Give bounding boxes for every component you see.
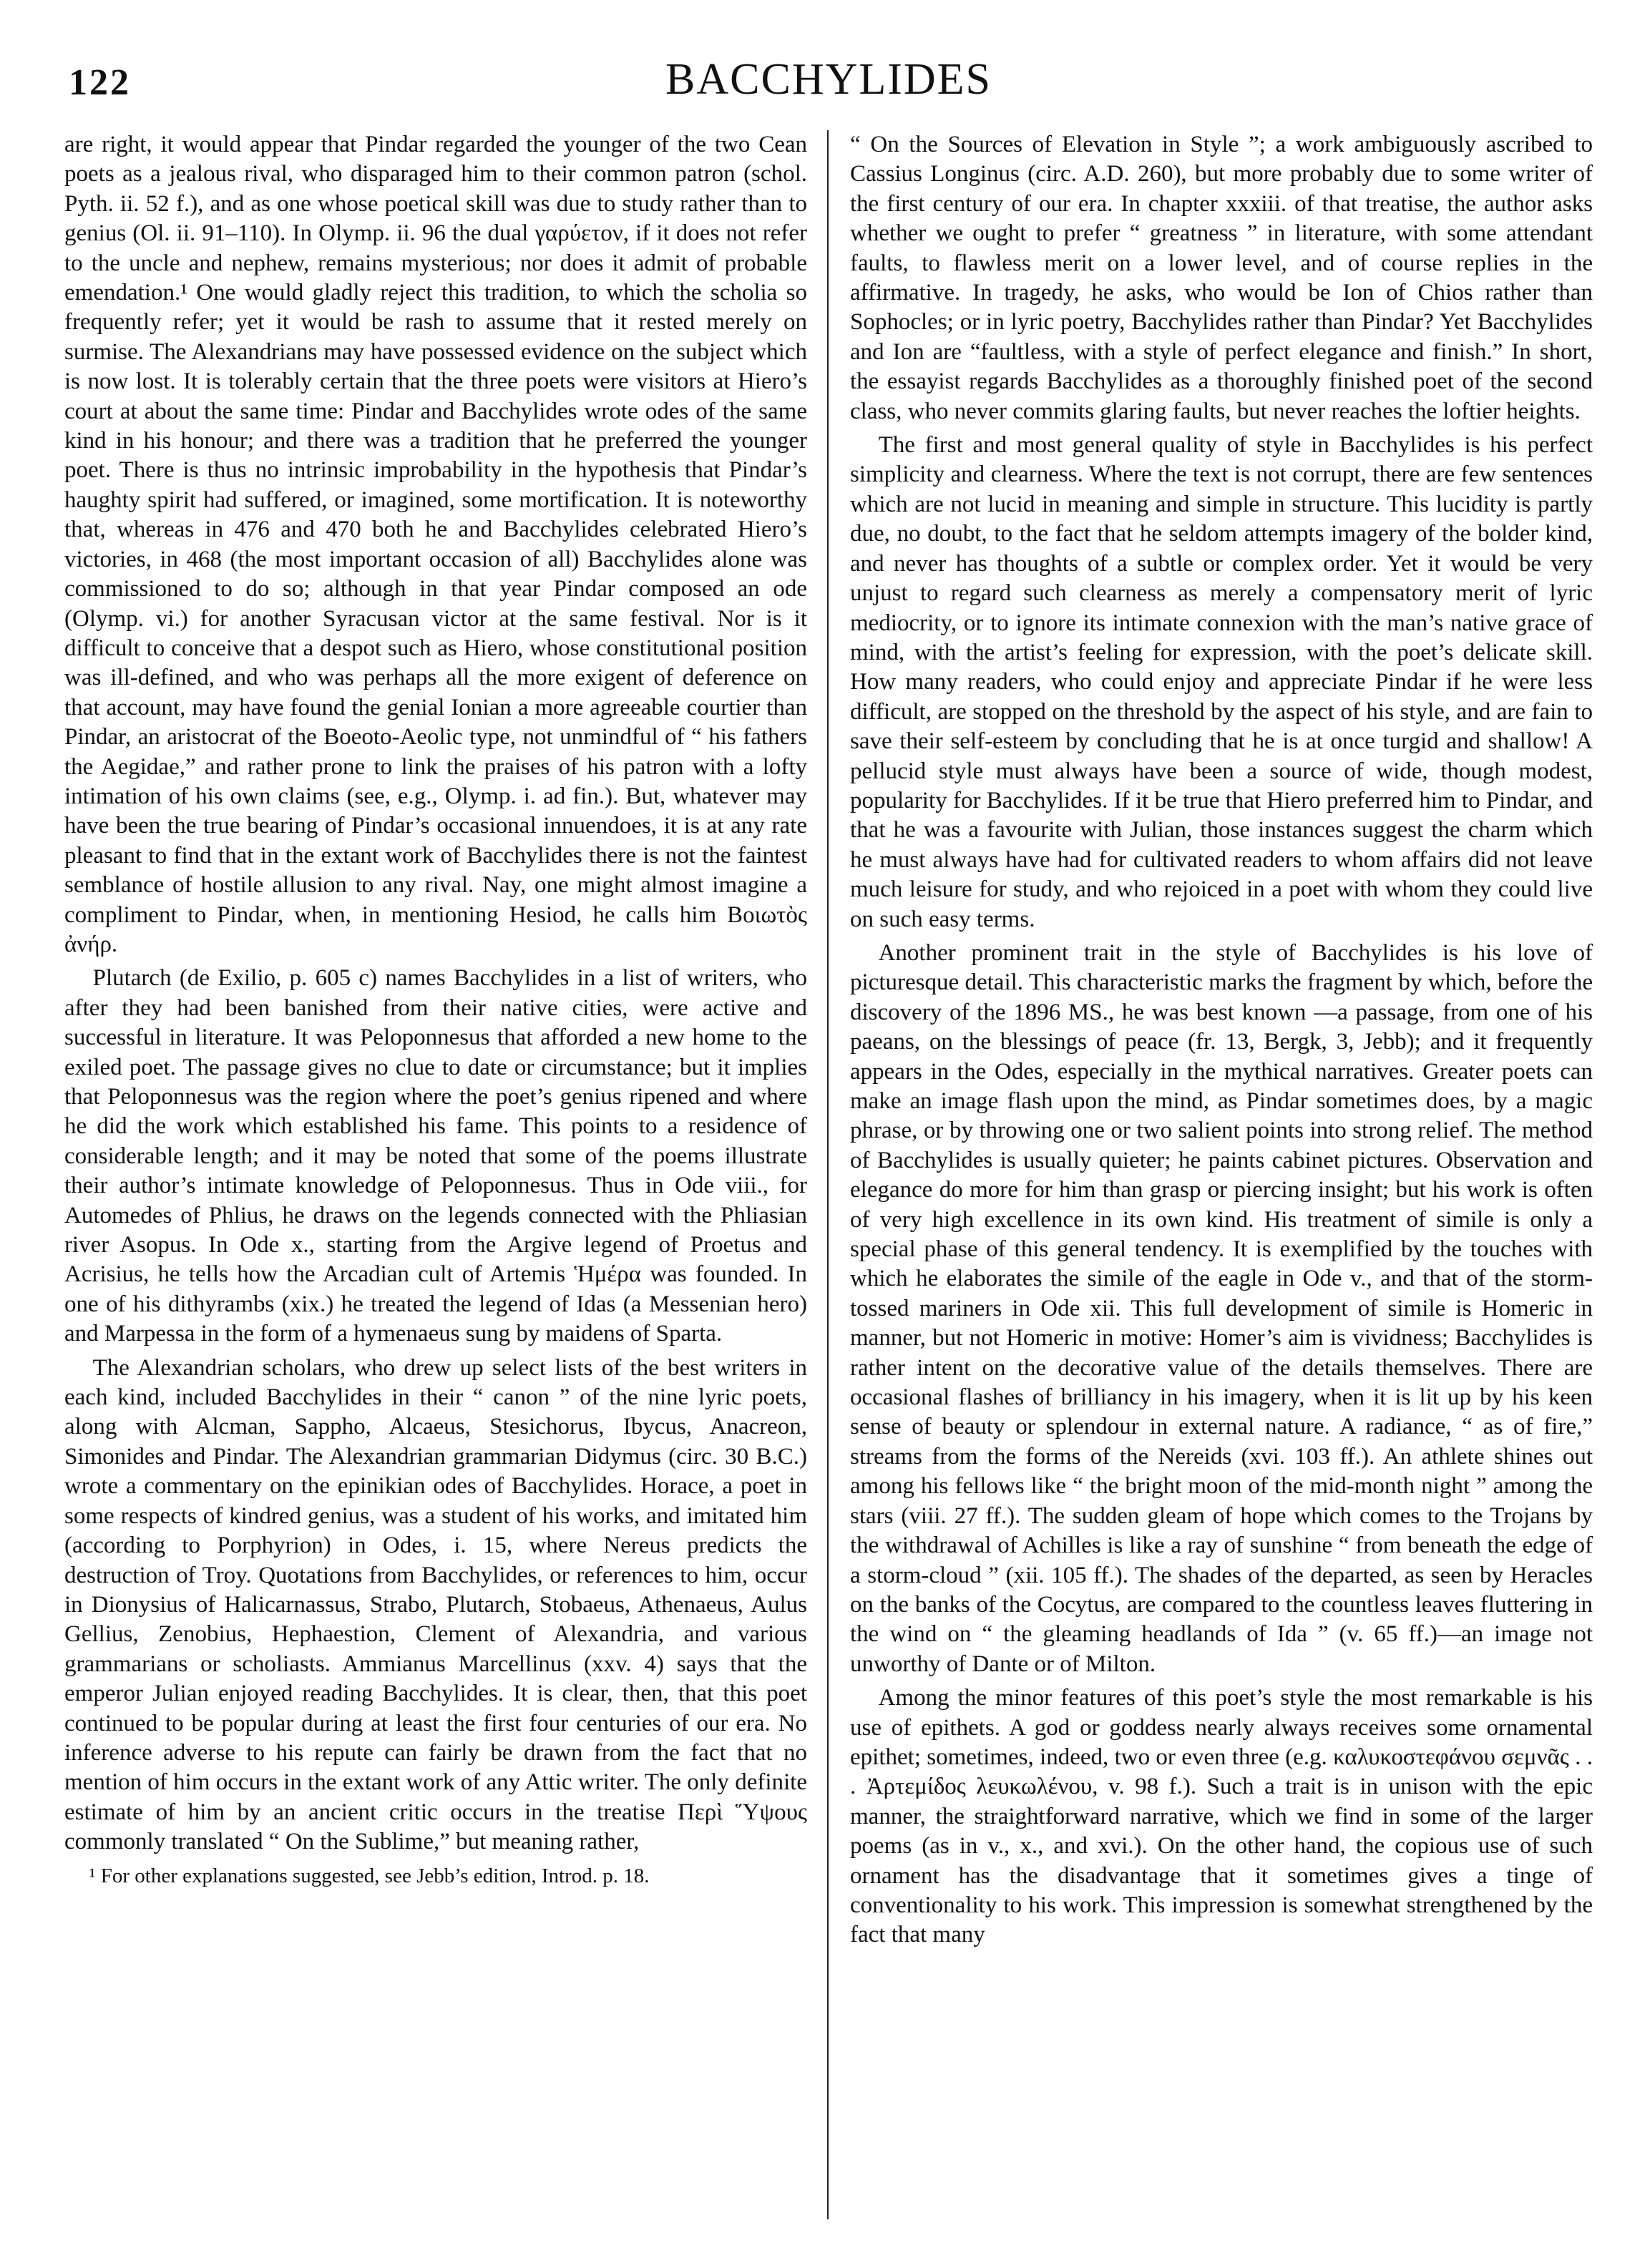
paragraph: are right, it would appear that Pindar regarded the younger of the two Cean poets as a jealous rival, who disparaged him to their common patron (schol. Pyth. ii. 52 f.), and as one whose poetical skill was due to study rather than to genius (Ol. ii. 91–110). In Olymp. ii. 96 the dual γαρύετον, if it does not refer to the uncle and nephew, remains mysterious; nor does it admit of probable emendation.¹ One would gladly reject this tradition, to which the scholia so frequently refer; yet it would be rash to assume that it rested merely on surmise. The Alexandrians may have possessed evidence on the subject which is now lost. It is tolerably certain that the three poets were visitors at Hiero’s court at about the same time: Pindar and Bacchylides wrote odes of the same kind in his honour; and there was a tradition that he preferred the younger poet. There is thus no intrinsic improbability in the hypothesis that Pindar’s haughty spirit had suffered, or imagined, some mortification. It is noteworthy that, whereas in 476 and 470 both he and Bacchylides celebrated Hiero’s victories, in 468 (the most important occasion of all) Bacchylides alone was commissioned to do so; although in that year Pindar composed an ode (Olymp. vi.) for another Syracusan victor at the same festival. Nor is it difficult to conceive that a despot such as Hiero, whose constitutional position was ill-defined, and who was perhaps all the more exigent of deference on that account, may have found the genial Ionian a more agreeable courtier than Pindar, an aristocrat of the Boeoto-Aeolic type, not unmindful of “ his fathers the Aegidae,” and rather prone to link the praises of his patron with a lofty intimation of his own claims (see, e.g., Olymp. i. ad fin.). But, whatever may have been the true bearing of Pindar’s occasional innuendoes, it is at any rate pleasant to find that in the extant work of Bacchylides there is not the faintest semblance of hostile allusion to any rival. Nay, one might almost imagine a compliment to Pindar, when, in mentioning Hesiod, he calls him Βοιωτὸς ἀνήρ. <box>64 132 807 957</box>
running-title: BACCHYLIDES <box>665 55 992 104</box>
paragraph: Another prominent trait in the style of Bacchylides is his love of picturesque detail. This characteristic marks the fragment by which, before the discovery of the 1896 MS., he was best known —a passage, from one of his paeans, on the blessings of peace (fr. 13, Bergk, 3, Jebb); and it frequently appears in the Odes, especially in the mythical narratives. Greater poets can make an image flash upon the mind, as Pindar sometimes does, by a magic phrase, or by throwing one or two salient points into strong relief. The method of Bacchylides is usually quieter; he paints cabinet pictures. Observation and elegance do more for him than grasp or piercing insight; but his work is often of very high excellence in its own kind. His treatment of simile is only a special phase of this general tendency. It is exemplified by the touches with which he elaborates the simile of the eagle in Ode v., and that of the storm-tossed mariners in Ode xii. This full development of simile is Homeric in manner, but not Homeric in motive: Homer’s aim is vividness; Bacchylides is rather intent on the decorative value of the details themselves. There are occasional flashes of brilliancy in his imagery, when it is lit up by his keen sense of beauty or splendour in external nature. A radiance, “ as of fire,” streams from the forms of the Nereids (xvi. 103 ff.). An athlete shines out among his fellows like “ the bright moon of the mid-month night ” among the stars (viii. 27 ff.). The sudden gleam of hope which comes to the Trojans by the withdrawal of Achilles is like a ray of sunshine “ from beneath the edge of a storm-cloud ” (xii. 105 ff.). The shades of the departed, as seen by Heracles on the banks of the Cocytus, are compared to the countless leaves fluttering in the wind on “ the gleaming headlands of Ida ” (v. 65 ff.)—an image not unworthy of Dante or of Milton. <box>850 939 1593 1677</box>
column-divider <box>827 130 829 2219</box>
footnote: ¹ For other explanations suggested, see Jebb’s edition, Introd. p. 18. <box>89 1864 650 1887</box>
paragraph: Among the minor features of this poet’s style the most remarkable is his use of epithets. A god or goddess nearly always receives some ornamental epithet; sometimes, indeed, two or even three (e.g. καλυκοστεφάνου σεμνᾶς . . . Ἀρτεμίδος λευκωλένου, v. 98 f.). Such a trait is in unison with the epic manner, the straightforward narrative, which we find in some of the larger poems (as in v., x., and xvi.). On the other hand, the copious use of such ornament has the disadvantage that it sometimes gives a tinge of conventionality to his work. This impression is somewhat strengthened by the fact that many <box>850 1685 1593 1948</box>
page-header <box>64 43 1593 114</box>
paragraph: “ On the Sources of Elevation in Style ”; a work ambiguously ascribed to Cassius Longinus (circ. A.D. 260), but more probably due to some writer of the first century of our era. In chapter xxxiii. of that treatise, the author asks whether we ought to prefer “ greatness ” in literature, with some attendant faults, to flawless merit on a lower level, and of course replies in the affirmative. In tragedy, he asks, who would be Ion of Chios rather than Sophocles; or in lyric poetry, Bacchylides rather than Pindar? Yet Bacchylides and Ion are “faultless, with a style of perfect elegance and finish.” In short, the essayist regards Bacchylides as a thoroughly finished poet of the second class, who never commits glaring faults, but never reaches the loftier heights. <box>850 132 1593 424</box>
paragraph: The Alexandrian scholars, who drew up select lists of the best writers in each kind, included Bacchylides in their “ canon ” of the nine lyric poets, along with Alcman, Sappho, Alcaeus, Stesichorus, Ibycus, Anacreon, Simonides and Pindar. The Alexandrian grammarian Didymus (circ. 30 B.C.) wrote a commentary on the epinikian odes of Bacchylides. Horace, a poet in some respects of kindred genius, was a student of his works, and imitated him (according to Porphyrion) in Odes, i. 15, where Nereus predicts the destruction of Troy. Quotations from Bacchylides, or references to him, occur in Dionysius of Halicarnassus, Strabo, Plutarch, Stobaeus, Athenaeus, Aulus Gellius, Zenobius, Hephaestion, Clement of Alexandria, and various grammarians or scholiasts. Ammianus Marcellinus (xxv. 4) says that the emperor Julian enjoyed reading Bacchylides. It is clear, then, that this poet continued to be popular during at least the first four centuries of our era. No inference adverse to his repute can fairly be drawn from the fact that no mention of him occurs in the extant work of any Attic writer. The only definite estimate of him by an ancient critic occurs in the treatise Περὶ Ὕψους commonly translated “ On the Sublime,” but meaning rather, <box>64 1354 807 1855</box>
book-page <box>64 43 1593 2247</box>
paragraph: Plutarch (de Exilio, p. 605 c) names Bacchylides in a list of writers, who after they had been banished from their native cities, were active and successful in literature. It was Peloponnesus that afforded a new home to the exiled poet. The passage gives no clue to date or circumstance; but it implies that Peloponnesus was the region where the poet’s genius ripened and where he did the work which established his fame. This points to a residence of considerable length; and it may be noted that some of the poems illustrate their author’s intimate knowledge of Peloponnesus. Thus in Ode viii., for Automedes of Phlius, he draws on the legends connected with the Phliasian river Asopus. In Ode x., starting from the Argive legend of Proetus and Acrisius, he tells how the Arcadian cult of Artemis Ἡμέρα was founded. In one of his dithyrambs (xix.) he treated the legend of Idas (a Messenian hero) and Marpessa in the form of a hymenaeus sung by maidens of Sparta. <box>64 965 807 1347</box>
page-number: 122 <box>69 62 131 103</box>
left-column <box>64 130 807 1889</box>
paragraph: The first and most general quality of style in Bacchylides is his perfect simplicity and clearness. Where the text is not corrupt, there are few sentences which are not lucid in meaning and simple in structure. This lucidity is partly due, no doubt, to the fact that he seldom attempts imagery of the bolder kind, and never has thoughts of a subtle or complex order. Yet it would be very unjust to regard such clearness as merely a compensatory merit of lyric mediocrity, or to ignore its intimate connexion with the man’s native grace of mind, with the artist’s feeling for expression, with the poet’s delicate skill. How many readers, who could enjoy and appreciate Pindar if he were less difficult, are stopped on the threshold by the aspect of his style, and are fain to save their self-esteem by concluding that he is at once turgid and shallow! A pellucid style must always have been a source of wide, though modest, popularity for Bacchylides. If it be true that Hiero preferred him to Pindar, and that he was a favourite with Julian, those instances suggest the charm which he must always have had for cultivated readers to whom affairs did not leave much leisure for study, and who rejoiced in a poet with whom they could live on such easy terms. <box>850 432 1593 932</box>
text-columns <box>64 130 1593 2234</box>
right-column <box>850 130 1593 1950</box>
